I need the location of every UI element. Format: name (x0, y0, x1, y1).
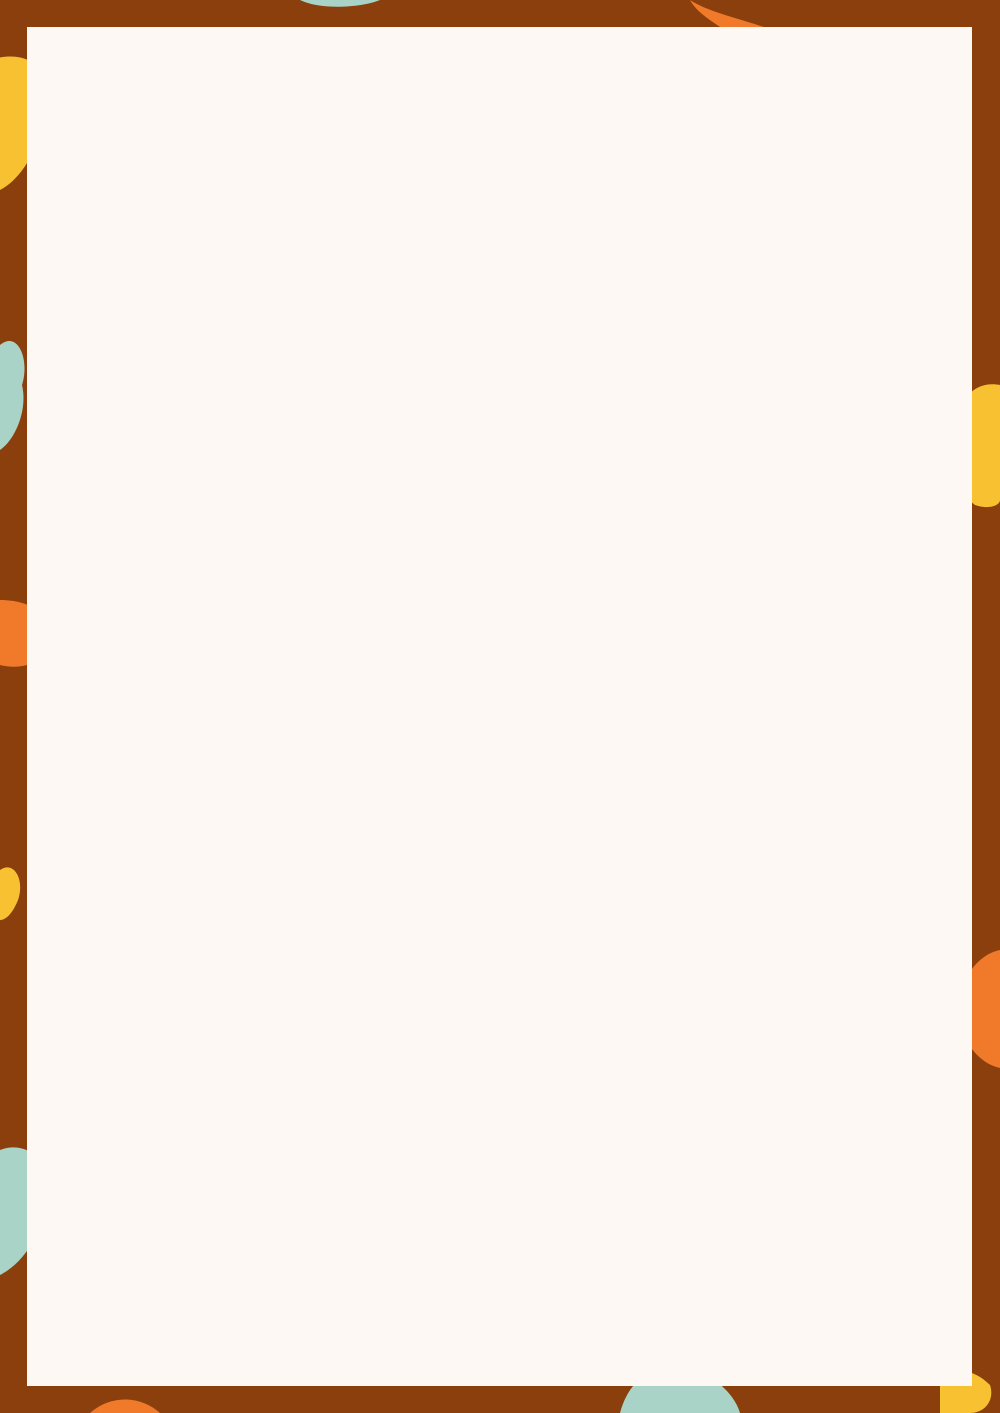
worksheet-page (27, 27, 972, 1386)
